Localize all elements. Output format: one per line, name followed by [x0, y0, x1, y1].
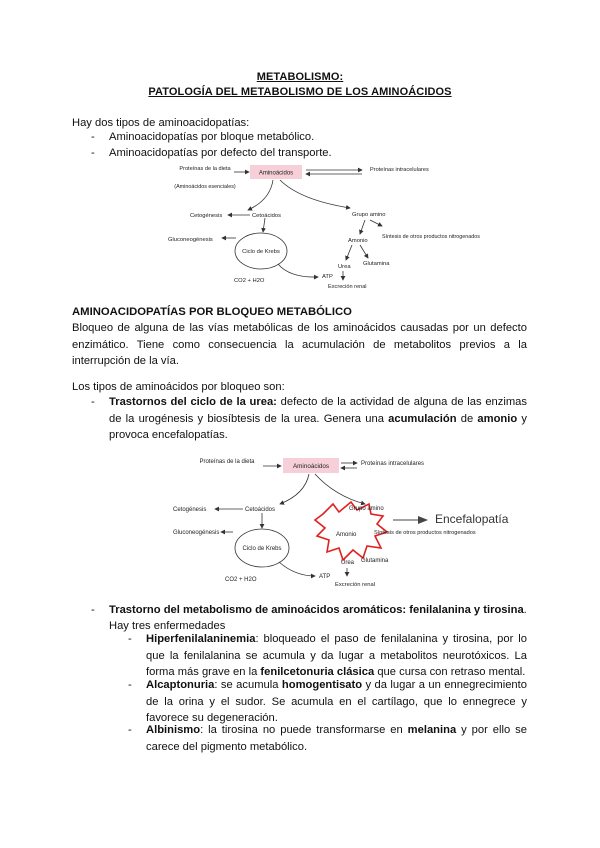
d1-synthesis: Síntesis de otros productos nitrogenados [382, 234, 480, 240]
section-heading: AMINOACIDOPATÍAS POR BLOQUEO METABÓLICO [72, 306, 352, 318]
bullet-dash: - [91, 147, 95, 159]
d2-renal: Excreción renal [335, 582, 375, 588]
sub2-bold: Alcaptonuria [146, 679, 215, 691]
bullet-dash: - [128, 724, 132, 736]
sub3-text2: y por ello se carece del pigmento metabólico. [146, 724, 527, 753]
d2-atp: ATP [319, 574, 331, 580]
title-line-2: PATOLOGÍA DEL METABOLISMO DE LOS AMINOÁCIDOS [148, 86, 452, 98]
d2-intracellular: Proteínas intracelulares [361, 461, 425, 467]
sub1-text2: que cursa con retraso mental. [374, 666, 526, 678]
sub2-text: : se acumula [214, 679, 282, 691]
d2-ketoacids: Cetoácidos [245, 507, 276, 513]
d1-krebs: Ciclo de Krebs [242, 249, 280, 255]
sub-item-albinism [146, 722, 527, 755]
sub-item-hyperphenylalaninemia [146, 631, 527, 681]
urea-item-bold: Trastornos del ciclo de la urea: [109, 396, 277, 408]
d2-encephalopathy: Encefalopatía [435, 512, 509, 526]
d1-ketoacids: Cetoácidos [252, 213, 282, 219]
sub-item-alkaptonuria [146, 677, 527, 727]
d1-urea: Urea [338, 264, 351, 270]
bullet-dash: - [91, 131, 95, 143]
urea-item-text1: defecto de la actividad de alguna de las enzimas de la urogénesis y biosíbtesis de la urea. Genera una [109, 396, 527, 425]
d1-renal: Excreción renal [328, 284, 367, 290]
section-paragraph: Bloqueo de alguna de las vías metabólicas de los aminoácidos causadas por un defecto enzimático. Tiene como consecuencia la acumulación de metabolitos previos a la interrupción de la vía. [72, 322, 527, 367]
intro-item-1: Aminoacidopatías por bloque metabólico. [109, 131, 315, 143]
d1-ketogenesis: Cetogénesis [190, 213, 223, 219]
d2-amino-group: Grupo amino [349, 506, 384, 512]
aromatic-item [109, 602, 527, 619]
sub1-text: : bloqueado el paso de fenilalanina y tirosina, por lo que la fenilalanina se acumula y da lugar a metabolitos neurotóxicos. La forma más grave en la [146, 633, 527, 678]
d1-glutamine: Glutamina [363, 261, 390, 267]
d1-amino-group: Grupo amino [352, 212, 386, 218]
d2-synthesis: Síntesis de otros productos nitrogenados [374, 530, 476, 536]
d2-krebs: Ciclo de Krebs [242, 546, 282, 552]
d2-ammonia: Amonio [336, 532, 357, 538]
d2-ketogenesis: Cetogénesis [173, 507, 207, 513]
d2-proteins-diet: Proteínas de la dieta [199, 459, 255, 465]
urea-cycle-item [109, 394, 527, 444]
intro-item-2: Aminoacidopatías por defecto del transporte. [109, 147, 332, 159]
aromatic-bold: Trastorno del metabolismo de aminoácidos aromáticos: fenilalanina y tirosina [109, 604, 524, 616]
d1-intracellular: Proteínas intracelulares [370, 167, 429, 173]
sub3-text: : la tirosina no puede transformarse en [200, 724, 408, 736]
d1-essential: (Aminoácidos esenciales) [174, 184, 236, 190]
d1-co2: CO2 + H2O [234, 278, 265, 284]
urea-item-text3: y provoca encefalopatías. [109, 412, 528, 441]
bullet-dash: - [128, 633, 132, 645]
sub2-bold2: homogentisato [281, 679, 363, 691]
sub1-bold: Hiperfenilalaninemia [146, 633, 256, 645]
title-line-1: METABOLISMO: [256, 71, 344, 83]
sub3-bold2: melanina [407, 724, 457, 736]
d1-gluconeogenesis: Gluconeogénesis [168, 237, 213, 243]
metabolism-diagram-1 [160, 160, 480, 295]
d2-glutamine: Glutamina [361, 558, 389, 564]
urea-item-accumulation: acumulación [388, 412, 457, 425]
metabolism-diagram-2 [155, 452, 555, 592]
d1-ammonia: Amonio [348, 238, 368, 244]
d1-proteins-diet: Proteínas de la dieta [179, 166, 231, 172]
d2-aminoacids: Aminoácidos [292, 463, 330, 470]
sub3-bold: Albinismo [146, 724, 201, 736]
d1-atp: ATP [322, 274, 333, 280]
urea-item-ammonia: amonio [477, 412, 518, 425]
aromatic-after: . [523, 604, 527, 616]
sub1-bold2: fenilcetonuria clásica [260, 666, 375, 678]
types-intro: Los tipos de aminoácidos por bloqueo son: [72, 381, 285, 393]
bullet-dash: - [128, 679, 132, 691]
bullet-dash: - [91, 396, 95, 408]
bullet-dash: - [91, 604, 95, 616]
urea-item-text2: de [456, 412, 478, 425]
d2-co2: CO2 + H2O [225, 577, 257, 583]
d2-urea: Urea [341, 560, 355, 566]
intro-text: Hay dos tipos de aminoacidopatías: [72, 117, 250, 129]
d1-aminoacids: Aminoácidos [258, 170, 294, 177]
sub2-text2: y da lugar a un ennegrecimiento de la orina y el sudor. Se acumula en el cartílago, que lo ennegrece y favorece su degeneración. [146, 679, 527, 724]
aromatic-line2: Hay tres enfermedades [109, 620, 226, 632]
d2-gluconeogenesis: Gluconeogénesis [173, 530, 220, 536]
